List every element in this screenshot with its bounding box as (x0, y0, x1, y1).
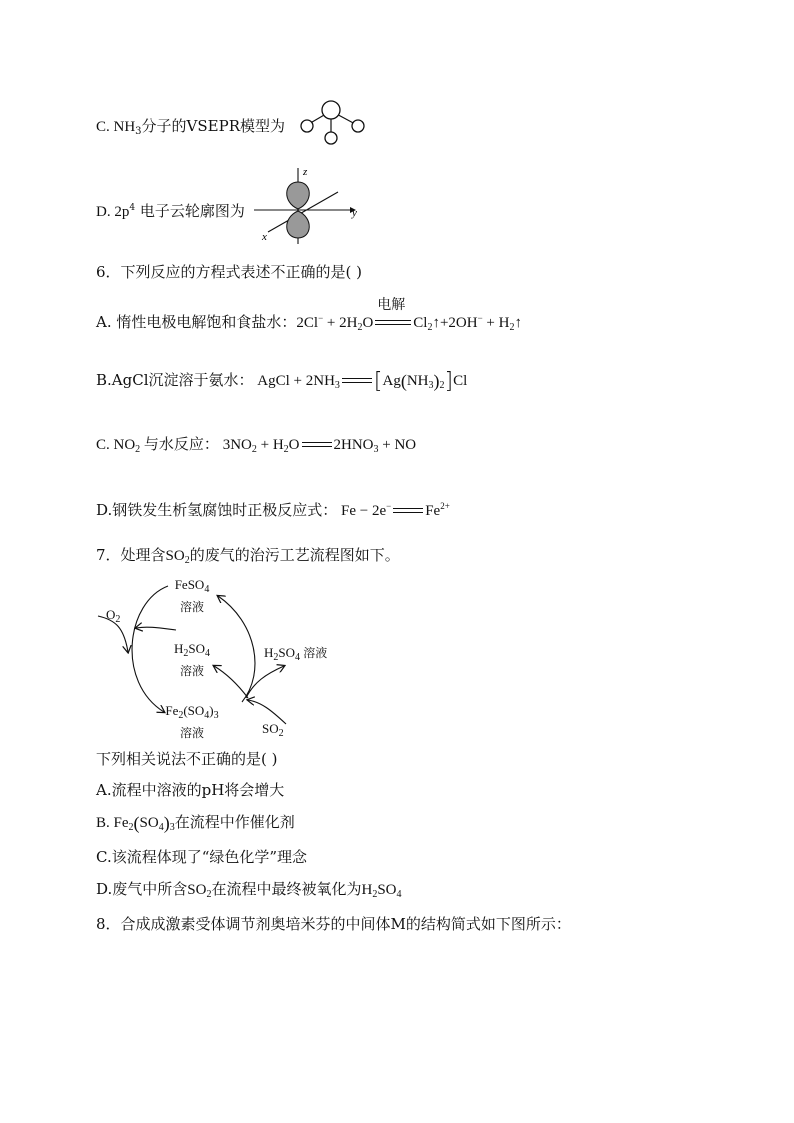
q7-ask: 下列相关说法不正确的是( ) (96, 750, 278, 768)
q6-stem: 6．下列反应的方程式表述不正确的是( ) (96, 263, 363, 281)
flow-fe2so43: $Fe_2(SO_4)_3$ 溶液 (165, 703, 219, 740)
flow-o2: $O_2$ (106, 607, 121, 625)
q6-c-label: C. NO (96, 437, 136, 453)
flow-feso4: FeSO$_4$ 溶液 (174, 577, 210, 614)
vsepr-model-figure (295, 98, 370, 148)
flow-diagram (96, 572, 356, 742)
option-d-prefix: D. 2p (96, 204, 130, 220)
q7-stem: 7．处理含$SO_2$的废气的治污工艺流程图如下。 (96, 546, 400, 566)
axis-z-label: z (303, 166, 308, 178)
option-c-sub: 3 (135, 126, 142, 137)
q6-option-a: A. 惰性电极电解饱和食盐水：$2Cl^- + 2H_2O$ 电解 $Cl_2↑+2OH^-$ + $H_2↑$ (96, 297, 522, 333)
q7-option-b: B. $Fe_2(SO_4)_3$在流程中作催化剂 (96, 813, 295, 833)
q7-stem-pre: 7．处理含 (96, 546, 166, 564)
q7-stem-post: 的废气的治污工艺流程图如下。 (189, 546, 400, 564)
flow-so2: $SO_2$ (262, 721, 284, 739)
q6-c-label2: 与水反应： (143, 435, 219, 453)
q7-d-pre: D.废气中所含 (96, 880, 188, 898)
q6-option-c: C. $NO_2$ 与水反应： $3NO_2 + H_2O$ $2HNO_3$ + NO (96, 435, 417, 455)
q7-d-mid: 在流程中最终被氧化为 (211, 880, 362, 898)
q8-stem: 8．合成成激素受体调节剂奥培米芬的中间体M的结构简式如下图所示： (96, 915, 571, 933)
option-c (96, 116, 285, 142)
p-orbital-figure (252, 162, 364, 248)
axis-x-label: x (262, 231, 267, 243)
option-d-text: 电子云轮廓图为 (139, 202, 245, 220)
option-c-text: 分子的VSEPR模型为 (141, 117, 285, 135)
q7-b-text: 在流程中作催化剂 (174, 813, 295, 831)
q7-option-a: A.流程中溶液的pH将会增大 (96, 781, 285, 799)
axis-y-label: y (352, 207, 357, 219)
q7-option-d: D.废气中所含$SO_2$在流程中最终被氧化为$H_2SO_4$ (96, 880, 402, 900)
flow-h2so4-inner: $H_2SO_4$ 溶液 (173, 641, 210, 678)
q6-a-label: A. 惰性电极电解饱和食盐水： (96, 313, 297, 331)
option-c-prefix: C. NH (96, 119, 136, 135)
q6-b-label: B.AgCl沉淀溶于氨水： (96, 371, 254, 389)
q6-d-label: D.钢铁发生析氢腐蚀时正极反应式： (96, 501, 338, 519)
option-d (96, 198, 245, 222)
q7-option-c: C.该流程体现了“绿色化学”理念 (96, 848, 308, 866)
electrolysis-sign (373, 297, 413, 333)
flow-h2so4-out: $H_2SO_4$ 溶液 (264, 645, 328, 663)
electrolysis-label: 电解 (377, 297, 406, 313)
option-d-sup: 4 (129, 203, 136, 213)
q6-option-d: D.钢铁发生析氢腐蚀时正极反应式： Fe − 2e− $Fe^{2+}$ (96, 501, 450, 519)
q6-option-b: B.AgCl沉淀溶于氨水： AgCl + $2NH_3$ $[Ag(NH_3)_2]Cl$ (96, 369, 468, 394)
